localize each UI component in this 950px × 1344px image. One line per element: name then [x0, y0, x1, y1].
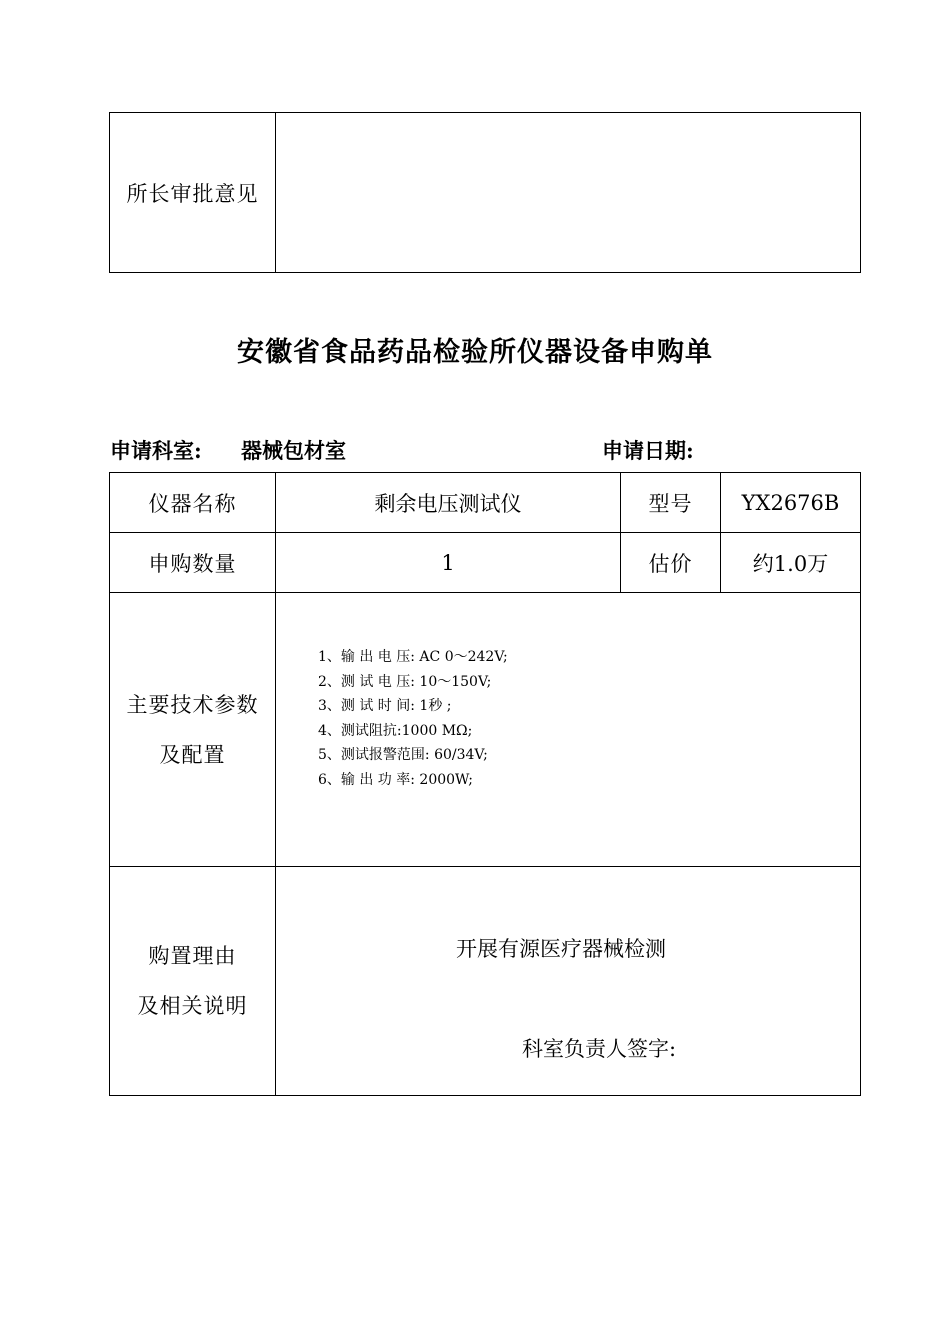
spec-item: 2、测 试 电 压: 10～150V;: [318, 673, 492, 690]
price-label: 估价: [621, 533, 721, 593]
instrument-name-label: 仪器名称: [110, 473, 276, 533]
spec-item: 1、输 出 电 压: AC 0～242V;: [318, 649, 508, 665]
specs-list: [276, 645, 860, 792]
price-value: 约1.0万: [721, 533, 861, 593]
model-label: 型号: [621, 473, 721, 533]
approval-value: [276, 113, 861, 273]
spec-item: 5、测试报警范围: 60/34V;: [318, 747, 488, 763]
spec-item: 6、输 出 功 率: 2000W;: [318, 771, 473, 788]
specs-cell: [276, 593, 861, 867]
specs-label-line2: 及配置: [159, 742, 226, 767]
spec-item: 3、测 试 时 间: 1秒 ;: [318, 698, 452, 714]
spec-item: 4、测试阻抗:1000 MΩ;: [318, 722, 473, 739]
reason-label-line1: 购置理由: [148, 944, 237, 968]
approval-table: [109, 112, 861, 273]
reason-label-line2: 及相关说明: [137, 994, 248, 1018]
reason-cell: [276, 867, 861, 1096]
model-value: YX2676B: [721, 473, 861, 533]
quantity-value: 1: [276, 533, 621, 593]
purchase-request-table: [109, 472, 861, 1096]
instrument-name-value: 剩余电压测试仪: [276, 473, 621, 533]
signature-label: 科室负责人签字:: [522, 1037, 677, 1061]
approval-label: 所长审批意见: [110, 113, 276, 273]
reason-value: 开展有源医疗器械检测: [456, 937, 666, 961]
specs-label-line1: 主要技术参数: [126, 692, 259, 717]
specs-label: [110, 593, 276, 867]
date-label: 申请日期:: [602, 438, 694, 463]
department-value: 器械包材室: [241, 438, 346, 463]
reason-label: [110, 867, 276, 1096]
quantity-label: 申购数量: [110, 533, 276, 593]
form-title: 安徽省食品药品检验所仪器设备申购单: [237, 337, 713, 368]
department-label: 申请科室:: [110, 438, 202, 463]
